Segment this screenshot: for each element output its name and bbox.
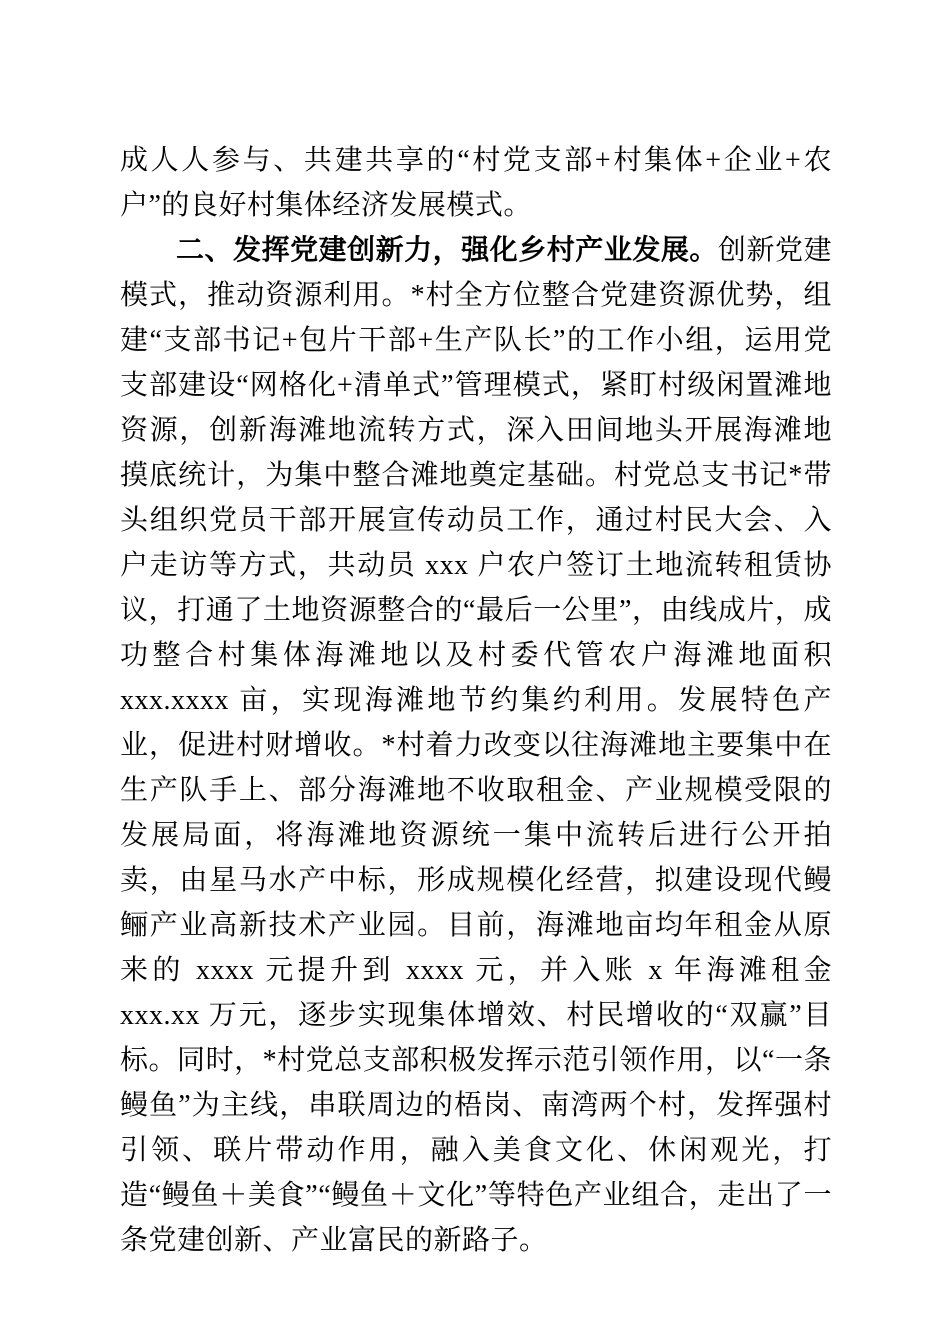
paragraph-continuation	[120, 138, 832, 228]
section-heading: 二、发挥党建创新力，强化乡村产业发展。	[176, 235, 718, 266]
paragraph-text: 创新党建模式，推动资源利用。*村全方位整合党建资源优势，组建“支部书记+包片干部+生产队长”的工作小组，运用党支部建设“网格化+清单式”管理模式，紧盯村级闲置滩地资源，创新海滩地流转方式，深入田间地头开展海滩地摸底统计，为集中整合滩地奠定基础。村党总支书记*带头组织党员干部开展宣传动员工作，通过村民大会、入户走访等方式，共动员 xxx 户农户签订土地流转租赁协议，打通了土地资源整合的“最后一公里”，由线成片，成功整合村集体海滩地以及村委代管农户海滩地面积 xxx.xxxx 亩，实现海滩地节约集约利用。发展特色产业，促进村财增收。*村着力改变以往海滩地主要集中在生产队手上、部分海滩地不收取租金、产业规模受限的发展局面，将海滩地资源统一集中流转后进行公开拍卖，由星马水产中标，形成规模化经营，拟建设现代鳗鲡产业高新技术产业园。目前，海滩地亩均年租金从原来的 xxxx 元提升到 xxxx 元，并入账 x 年海滩租金 xxx.xx 万元，逐步实现集体增效、村民增收的“双赢”目标。同时，*村党总支部积极发挥示范引领作用，以“一条鳗鱼”为主线，串联周边的梧岗、南湾两个村，发挥强村引领、联片带动作用，融入美食文化、休闲观光，打造“鳗鱼＋美食”“鳗鱼＋文化”等特色产业组合，走出了一条党建创新、产业富民的新路子。	[120, 235, 832, 1256]
paragraph-section-two	[120, 228, 832, 1263]
paragraph-text: 成人人参与、共建共享的“村党支部+村集体+企业+农户”的良好村集体经济发展模式。	[120, 145, 832, 221]
document-body	[120, 138, 832, 1263]
